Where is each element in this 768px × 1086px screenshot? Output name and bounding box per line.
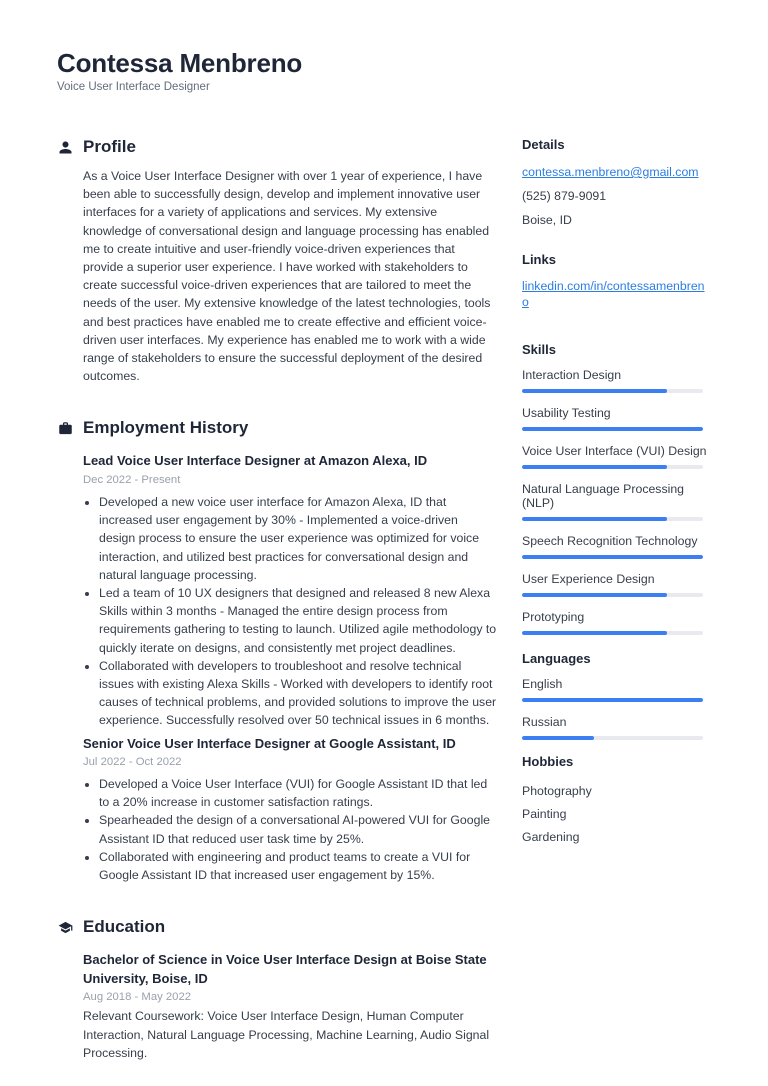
skill-item [522,534,710,559]
hobby-item: Photography [522,784,592,798]
language-bar [522,736,703,740]
skill-label: Voice User Interface (VUI) Design [522,444,707,458]
skill-bar-fill [522,555,703,559]
job-bullet: • Developed a Voice User Interface (VUI) for Google Assistant ID that led to a 20% increase in customer satisfaction ratings. [99,775,497,811]
job-bullet: • Developed a new voice user interface for Amazon Alexa, ID that increased user engagement by 30% - Implemented a voice-driven design process to ensure the user experience was optimized for voice interaction, and utilized best practices for conversational design and natural language processing. [99,493,497,584]
education-description: Relevant Coursework: Voice User Interface Design, Human Computer Interaction, Natural Language Processing, Machine Learning, Audio Signal Processing. [83,1009,490,1060]
hobby-item: Painting [522,807,567,821]
job-title: Senior Voice User Interface Designer at Google Assistant, ID [83,735,456,751]
skill-label: Prototyping [522,610,585,624]
job-dates: Dec 2022 - Present [83,473,181,486]
education-dates: Aug 2018 - May 2022 [83,991,192,1004]
job-dates: Jul 2022 - Oct 2022 [83,756,182,769]
skills-section [522,342,710,635]
job-bullet: • Spearheaded the design of a conversational AI-powered VUI for Google Assistant ID that reduced user task time by 25%. [99,811,497,847]
language-bar [522,698,703,702]
links-section [522,252,710,318]
education-section [57,917,497,1062]
education-heading [57,917,497,937]
languages-section [522,651,710,740]
candidate-name: Contessa Menbreno [57,48,303,78]
skill-bar [522,427,703,431]
skill-bar [522,465,703,469]
skill-bar-fill [522,517,667,521]
language-bar-fill [522,698,703,702]
briefcase-icon [57,420,73,436]
skill-item [522,444,710,469]
job-bullet: • Led a team of 10 UX designers that designed and released 8 new Alexa Skills within 3 months - Managed the entire design process from requirements gathering to testing to launch. Utilized agile methodology to quickly iterate on designs, and consistently met project deadlines. [99,584,497,657]
skill-bar-fill [522,465,667,469]
profile-heading-label: Profile [83,137,136,156]
details-heading: Details [522,137,565,152]
job-bullet-list [83,775,497,884]
skill-bar [522,593,703,597]
skill-bar-fill [522,631,667,635]
hobbies-heading: Hobbies [522,754,574,769]
employment-section [57,418,497,884]
hobbies-section [522,754,710,849]
job-entry [83,735,497,885]
person-icon [57,139,73,155]
skills-heading: Skills [522,342,556,357]
skill-item [522,406,710,431]
skill-bar-fill [522,593,667,597]
job-entry [83,452,497,729]
skill-label: User Experience Design [522,572,655,586]
links-heading: Links [522,252,556,267]
linkedin-link[interactable]: linkedin.com/in/contessamenbreno [522,279,705,309]
sidebar [522,137,710,1062]
language-item [522,677,710,702]
profile-heading [57,137,497,157]
location: Boise, ID [522,213,572,227]
skill-item [522,482,710,521]
details-section [522,137,710,228]
skill-label: Interaction Design [522,368,622,382]
resume-header [57,48,710,93]
skill-bar [522,631,703,635]
email-link[interactable]: contessa.menbreno@gmail.com [522,165,699,179]
skill-item [522,368,710,393]
language-label: English [522,677,563,691]
skill-bar-fill [522,427,703,431]
phone-number: (525) 879-9091 [522,189,607,203]
skill-item [522,572,710,597]
skill-label: Natural Language Processing (NLP) [522,482,685,510]
degree-title: Bachelor of Science in Voice User Interface Design at Boise State University, Boise, ID [83,952,487,986]
language-item [522,715,710,740]
education-heading-label: Education [83,917,166,937]
profile-text: As a Voice User Interface Designer with over 1 year of experience, I have been able to successfully design, develop and implement innovative user interfaces for a variety of applications and services. My extensive knowledge of conversational design and language processing has enabled me to create intuitive and user-friendly voice-driven experiences that provide a superior user experience. I have worked with stakeholders to create successful voice-driven experiences that are tailored to meet the needs of the user. My extensive knowledge of the latest technologies, tools and best practices have enabled me to create effective and efficient voice-driven user interfaces. My experience has enabled me to work with a wide range of stakeholders to ensure the successful deployment of the desired outcomes. [83,169,491,384]
skill-bar [522,389,703,393]
main-column [57,137,497,1062]
languages-heading: Languages [522,651,591,666]
candidate-job-title: Voice User Interface Designer [57,81,210,93]
skill-label: Usability Testing [522,406,611,420]
job-title: Lead Voice User Interface Designer at Amazon Alexa, ID [83,453,428,469]
skill-item [522,610,710,635]
job-bullet-list [83,493,497,730]
skill-bar [522,555,703,559]
employment-heading [57,418,497,438]
skill-label: Speech Recognition Technology [522,534,698,548]
job-bullet: • Collaborated with developers to troubleshoot and resolve technical issues with existing Alexa Skills - Worked with developers to identify root causes of technical problems, and provided solutions to improve the user experience. Successfully resolved over 50 technical issues in 6 months. [99,657,497,730]
language-label: Russian [522,715,567,729]
skill-bar [522,517,703,521]
employment-heading-label: Employment History [83,418,249,438]
graduation-cap-icon [57,919,73,935]
job-bullet: • Collaborated with engineering and product teams to create a VUI for Google Assistant ID that increased user engagement by 15%. [99,848,497,884]
hobby-item: Gardening [522,830,580,844]
skill-bar-fill [522,389,667,393]
language-bar-fill [522,736,594,740]
profile-section [57,137,497,385]
